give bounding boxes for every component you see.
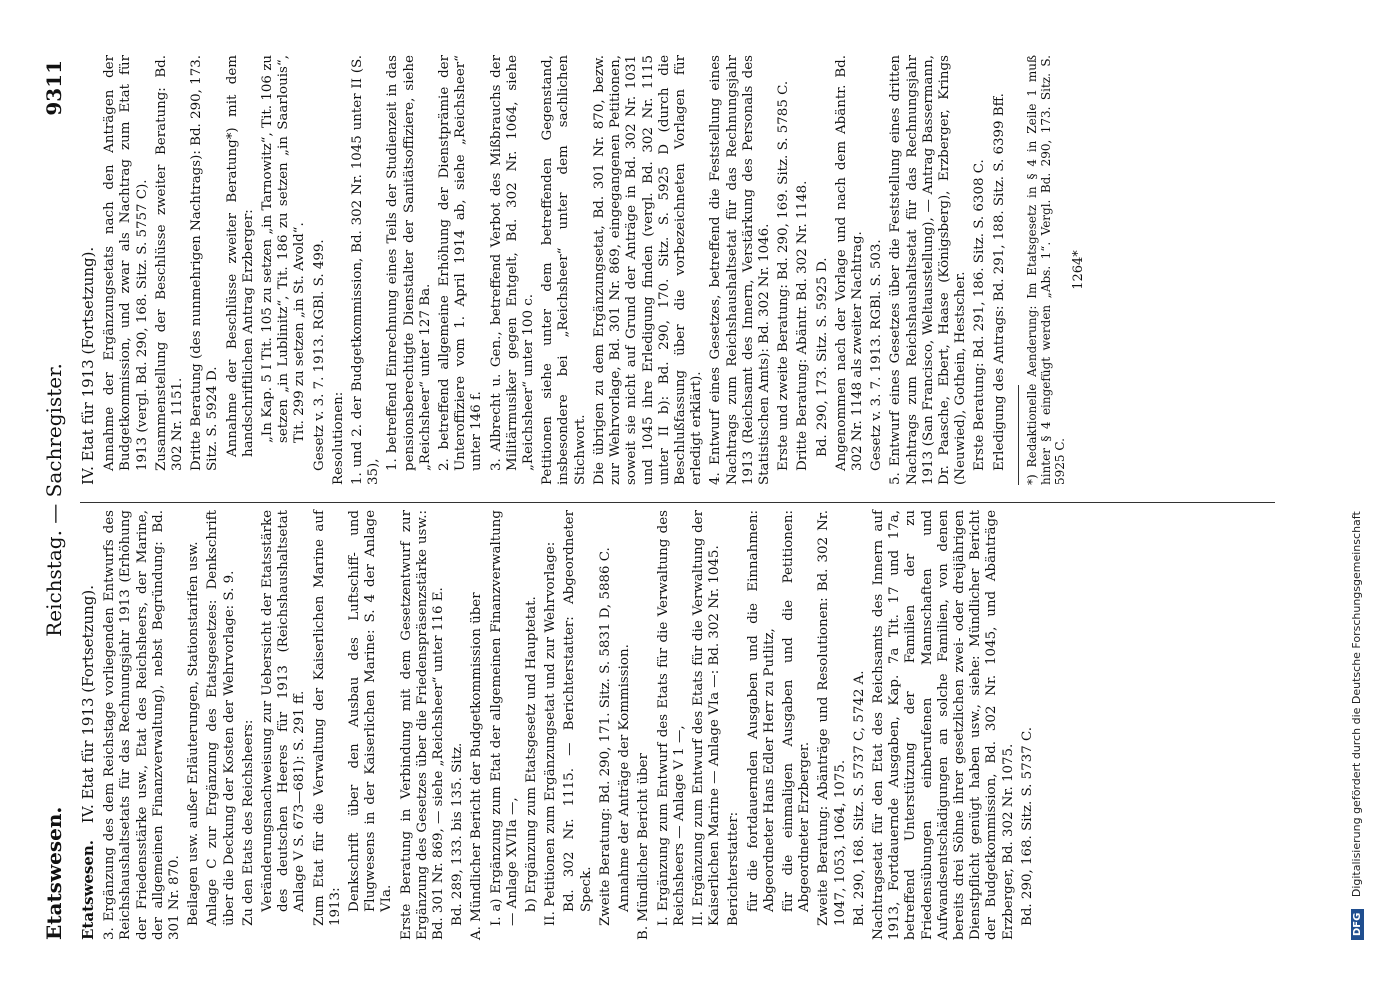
- entry-paragraph: Beilagen usw. außer Erläuterungen, Stationstarifen usw.: [186, 541, 202, 926]
- entry-paragraph: Erste Beratung in Verbindung mit dem Gesetzentwurf zur Ergänzung des Gesetzes über die Friedenspräsenzstärke usw.: Bd. 301 Nr. 869, — siehe „Reichsheer“ unter 116 E.: [398, 510, 447, 940]
- entry-paragraph: für die fortdauernden Ausgaben und die Einnahmen: Abgeordneter Hans Edler Herr zu Putlitz,: [745, 510, 777, 912]
- entry-paragraph: Gesetz v. 3. 7. 1913. RGBl. S. 503.: [869, 239, 885, 471]
- entry-paragraph: Anlage C zur Ergänzung des Etatsgesetzes: Denkschrift über die Deckung der Kosten der Wehrvorlage: S. 9.: [205, 510, 237, 926]
- entry-paragraph: Bd. 290, 173. Sitz. S. 5925 D.: [814, 257, 830, 457]
- entry-paragraph: Zusammenstellung der Beschlüsse zweiter Beratung: Bd. 302 Nr. 1151.: [153, 55, 186, 471]
- header-section: Etatswesen.: [42, 806, 66, 940]
- entry-paragraph: Erste Beratung: Bd. 291, 186. Sitz. S. 6308 C.: [972, 159, 988, 471]
- entry-paragraph: Annahme der Ergänzungsetats nach den Anträgen der Budgetkommission, und zwar als Nachtrag zum Etat für 1913 (vergl. Bd. 290, 168. Sitz. S. 5757 C).: [102, 55, 150, 471]
- entry-paragraph: „In Kap. 5 I Tit. 105 zu setzen „in Tarnowitz“, Tit. 106 zu setzen „in Lublinitz“, Tit. 186 zu setzen „in Saarlouis“, Tit. 299 zu setzen „in St. Avold“.: [260, 55, 308, 443]
- right-column: [80, 55, 1087, 485]
- left-heading-title: IV. Etat für 1913 (Fortsetzung).: [79, 584, 97, 824]
- entry-paragraph: Bd. 302 Nr. 1115. — Berichterstatter: Abgeordneter Speck.: [562, 510, 594, 912]
- entry-paragraph: Annahme der Anträge der Kommission.: [617, 644, 633, 912]
- footnote-rule: [1018, 385, 1019, 485]
- entry-paragraph: Angenommen nach der Vorlage und nach dem Abäntr. Bd. 302 Nr. 1148 als zweiter Nachtrag.: [833, 55, 865, 471]
- dfg-logo: DFG: [1351, 909, 1364, 940]
- entry-paragraph: B. Mündlicher Bericht über: [636, 753, 652, 940]
- entry-paragraph: Denkschrift über den Ausbau des Luftschiff- und Flugwesens in der Kaiserlichen Marine: S. 4 der Anlage VIa.: [347, 510, 395, 912]
- entry-paragraph: 3. Ergänzung des dem Reichstage vorliegenden Entwurfs des Reichshaushaltsetats für das Rechnungsjahr 1913 (Erhöhung der Friedensstärke usw., Etat des Reichsheers, der Marine, der allgemeinen Finanzverwaltung), nebst Begründung: Bd. 301 Nr. 870.: [102, 510, 183, 940]
- entry-paragraph: Die übrigen zu dem Ergänzungsetat, Bd. 301 Nr. 870, bezw. zur Wehrvorlage, Bd. 301 Nr. 869, eingegangenen Petitionen, soweit sie nicht auf Grund der Anträge in Bd. 302 Nr. 1031 und 1045 ihre Erledigung finden (vergl. Bd. 302 Nr. 1115 unter II b): Bd. 290, 170. Sitz. S. 5925 D (durch die Beschlußfassung über die vorbezeichneten Vorlagen für erledigt erklärt).: [591, 55, 705, 485]
- left-heading-label: Etatswesen.: [79, 839, 97, 940]
- entry-paragraph: Resolutionen:: [330, 391, 346, 485]
- entry-paragraph: 3. Albrecht u. Gen., betreffend Verbot des Mißbrauchs der Militärmusiker gegen Entgelt, Bd. 302 Nr. 1064, siehe „Reichsheer“ unter 100 c.: [488, 55, 537, 471]
- digitization-credit: [1350, 60, 1372, 940]
- digitization-credit-text: Digitalisierung gefördert durch die Deutsche Forschungsgemeinschaft: [1350, 511, 1363, 898]
- column-divider: [80, 502, 1275, 503]
- entry-paragraph: Nachtragsetat für den Etat des Reichsamts des Innern auf 1913, Fortdauernde Ausgaben, Kap. 7a Tit. 17 und 17a, betreffend Unterstützung der Familien der zu Friedensübungen einberufenen Mannschaften und Aufwandsentschädigungen an solche Familien, von denen bereits drei Söhne ihrer gesetzlichen zwei- oder dreijährigen Dienstpflicht genügt haben usw., siehe: Mündlicher Bericht der Budgetkommission, Bd. 302 Nr. 1045, und Abänträge Erzberger, Bd. 302 Nr. 1075.: [870, 510, 1016, 940]
- entry-paragraph: b) Ergänzung zum Etatsgesetz und Hauptetat.: [524, 596, 540, 912]
- entry-paragraph: 2. betreffend allgemeine Erhöhung der Dienstprämie der Unteroffiziere vom 1. April 1914 ab, siehe „Reichsheer“ unter 146 f.: [437, 55, 485, 471]
- entry-paragraph: Petitionen siehe unter dem betreffenden Gegenstand, insbesondere bei „Reichsheer“ unter dem sachlichen Stichwort.: [540, 55, 588, 485]
- entry-paragraph: Zweite Beratung: Abänträge und Resolutionen: Bd. 302 Nr. 1047, 1053, 1064, 1075.: [816, 510, 848, 926]
- entry-paragraph: A. Mündlicher Bericht der Budgetkommission über: [469, 592, 485, 940]
- entry-paragraph: Erste und zweite Beratung: Bd. 290, 169. Sitz. S. 5785 C.: [776, 80, 792, 471]
- entry-paragraph: Dritte Beratung: Abäntr. Bd. 302 Nr. 1148.: [795, 180, 811, 471]
- entry-paragraph: 1. und 2. der Budgetkommission, Bd. 302 Nr. 1045 unter II (S. 35),: [350, 55, 382, 485]
- entry-paragraph: 5. Entwurf eines Gesetzes über die Feststellung eines dritten Nachtrags zum Reichshaushaltsetat für das Rechnungsjahr 1913 (San Francisco, Weltausstellung), — Antrag Bassermann, Dr. Paasche, Ebert, Haase (Königsberg), Erzberger, Krings (Neuwied), Gothein, Hestscher.: [888, 55, 969, 485]
- entry-paragraph: Zum Etat für die Verwaltung der Kaiserlichen Marine auf 1913:: [311, 510, 343, 926]
- page-header: [42, 60, 72, 940]
- entry-paragraph: Dritte Beratung (des nunmehrigen Nachtrags): Bd. 290, 173. Sitz. S. 5924 D.: [189, 55, 221, 471]
- entry-paragraph: Zu den Etats des Reichsheers:: [240, 719, 256, 926]
- entry-paragraph: Bd. 289, 133. bis 135. Sitz.: [450, 742, 466, 926]
- entry-paragraph: I. a) Ergänzung zum Etat der allgemeinen Finanzverwaltung — Anlage XVIIa —,: [488, 510, 520, 926]
- right-column-heading: IV. Etat für 1913 (Fortsetzung).: [79, 246, 97, 485]
- page-footer-mark: 1264*: [1070, 250, 1086, 290]
- entry-paragraph: 1. betreffend Einrechnung eines Teils der Studienzeit in das pensionsberechtigte Dienstalter der Sanitätsoffiziere, siehe „Reichsheer“ unter 127 Ba.: [385, 55, 433, 471]
- entry-paragraph: Veränderungsnachweisung zur Uebersicht der Etatsstärke des deutschen Heeres für 1913 (Reichshaushaltsetat Anlage V S. 673—681): S. 291 ff.: [260, 510, 308, 912]
- entry-paragraph: II. Petitionen zum Ergänzungsetat und zur Wehrvorlage:: [543, 541, 559, 926]
- entry-paragraph: Gesetz v. 3. 7. 1913. RGBl. S. 499.: [311, 239, 327, 471]
- entry-paragraph: 4. Entwurf eines Gesetzes, betreffend die Feststellung eines Nachtrags zum Reichshaushaltsetat für das Rechnungsjahr 1913 (Reichsamt des Innern, Verstärkung des Personals des Statistischen Amts): Bd. 302 Nr. 1046.: [708, 55, 772, 485]
- entry-paragraph: Bd. 290, 168. Sitz. S. 5737 C, 5742 A.: [851, 670, 867, 926]
- entry-paragraph: Bd. 290, 168. Sitz. S. 5737 C.: [1019, 726, 1035, 926]
- entry-paragraph: Erledigung des Antrags: Bd. 291, 188. Sitz. S. 6399 Bff.: [991, 93, 1007, 471]
- entry-paragraph: Berichterstatter:: [726, 811, 742, 926]
- header-title: Reichstag. — Sachregister.: [42, 363, 66, 637]
- footnote: *) Redaktionelle Aenderung: Im Etatsgesetz in § 4 in Zeile 1 muß hinter § 4 eingefügt werden „Abs. 1“. Vergl. Bd. 290, 173. Sitz. S. 5925 C.: [1024, 55, 1067, 485]
- entry-paragraph: Zweite Beratung: Bd. 290, 171. Sitz. S. 5831 D, 5886 C.: [597, 547, 613, 926]
- left-column: [80, 510, 1039, 940]
- header-page-number: 9311: [42, 60, 66, 116]
- entry-paragraph: II. Ergänzung zum Entwurf des Etats für die Verwaltung der Kaiserlichen Marine — Anlage VIa —: Bd. 302 Nr. 1045.: [690, 510, 723, 926]
- entry-paragraph: I. Ergänzung zum Entwurf des Etats für die Verwaltung des Reichsheers — Anlage V 1 —,: [655, 510, 687, 926]
- left-column-heading: [80, 510, 96, 940]
- entry-paragraph: Annahme der Beschlüsse zweiter Beratung*) mit dem handschriftlichen Antrag Erzberger:: [224, 55, 256, 457]
- entry-paragraph: für die einmaligen Ausgaben und die Petitionen: Abgeordneter Erzberger.: [780, 510, 813, 912]
